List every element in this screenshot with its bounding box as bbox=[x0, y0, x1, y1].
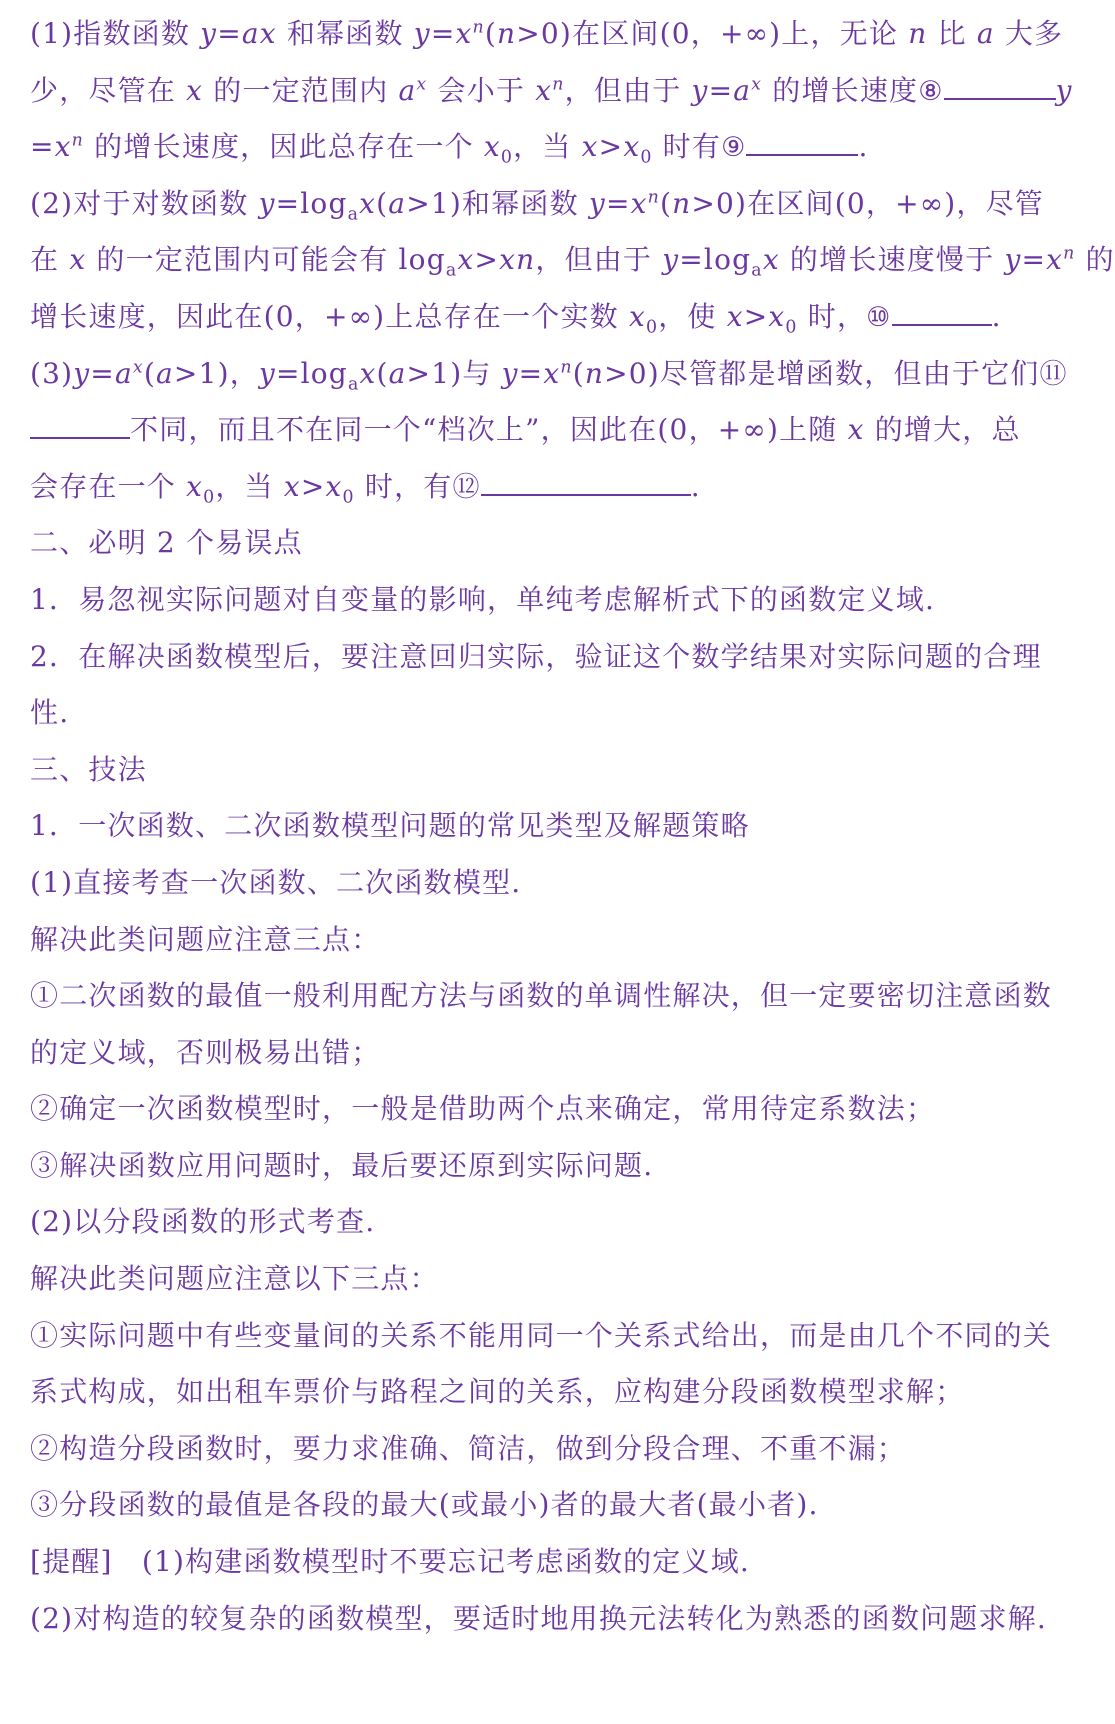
text-segment: ①二次函数的最值一般利用配方法与函数的单调性解决，但一定要密切注意函数 bbox=[30, 979, 1053, 1013]
text-segment: a bbox=[751, 260, 763, 281]
answer-blank bbox=[892, 298, 992, 326]
text-segment: x bbox=[483, 130, 501, 164]
answer-blank bbox=[30, 411, 130, 439]
text-segment: ( bbox=[376, 356, 389, 390]
text-segment: x bbox=[726, 299, 744, 333]
text-segment: [提醒] (1)构建函数模型时不要忘记考虑函数的定义域. bbox=[30, 1545, 751, 1579]
text-segment: x bbox=[623, 130, 641, 164]
text-segment: 少，尽管在 bbox=[30, 73, 187, 107]
text-segment: 和幂函数 bbox=[276, 17, 414, 50]
text-line bbox=[30, 855, 1050, 912]
text-line bbox=[30, 459, 1050, 516]
text-line bbox=[30, 1308, 1053, 1365]
text-segment: y bbox=[1004, 243, 1022, 277]
text-segment: 0 bbox=[203, 487, 216, 508]
text-segment: (2)以分段函数的形式考查. bbox=[30, 1205, 376, 1239]
text-segment: 的一定范围内可能会有 log bbox=[86, 243, 446, 277]
text-segment: x bbox=[325, 469, 343, 503]
text-segment: x bbox=[1046, 243, 1064, 277]
blank-number: ⑩ bbox=[866, 301, 892, 333]
text-segment: ③解决函数应用问题时，最后要还原到实际问题. bbox=[30, 1148, 654, 1182]
text-line bbox=[30, 685, 1050, 742]
text-segment: 大多 bbox=[994, 17, 1064, 50]
text-segment: ，当 bbox=[215, 469, 284, 503]
text-segment: y bbox=[413, 17, 431, 50]
text-segment: = bbox=[90, 356, 115, 390]
text-segment: 增长速度，因此在(0，+∞)上总存在一个实数 bbox=[30, 299, 629, 333]
text-line bbox=[30, 572, 1050, 629]
text-segment: 时，有 bbox=[354, 469, 453, 503]
text-segment: x bbox=[762, 243, 780, 277]
text-segment: n bbox=[908, 17, 928, 50]
text-segment: a bbox=[347, 374, 360, 395]
text-segment: y bbox=[691, 73, 709, 107]
blank-number: ⑪ bbox=[1039, 358, 1068, 390]
text-segment: =log bbox=[275, 356, 348, 390]
text-segment: ，使 bbox=[658, 299, 727, 333]
text-segment: ( bbox=[143, 356, 156, 390]
blank-number: ⑧ bbox=[918, 75, 944, 107]
text-line bbox=[30, 515, 1050, 572]
text-segment: 1．一次函数、二次函数模型问题的常见类型及解题策略 bbox=[30, 809, 750, 843]
text-segment: > bbox=[743, 299, 769, 333]
text-segment: x bbox=[543, 356, 561, 390]
text-segment: >1)和幂函数 bbox=[406, 186, 589, 220]
text-segment: 时， bbox=[797, 299, 867, 333]
text-segment: 的增长速度，因此总存在一个 bbox=[84, 130, 484, 164]
answer-blank bbox=[746, 128, 858, 156]
text-segment: 在 bbox=[30, 243, 70, 277]
text-segment: x bbox=[847, 413, 865, 447]
text-line bbox=[30, 1534, 1050, 1591]
text-segment: x bbox=[132, 357, 144, 378]
blank-number: ⑨ bbox=[721, 132, 747, 164]
text-segment: n bbox=[584, 356, 605, 390]
text-line bbox=[30, 742, 1050, 799]
text-segment: x bbox=[416, 74, 428, 95]
text-segment: x bbox=[455, 17, 473, 50]
text-segment: >1)与 bbox=[406, 356, 502, 390]
text-line bbox=[30, 629, 1050, 686]
text-segment: n bbox=[672, 186, 692, 220]
text-segment: (1)直接考查一次函数、二次函数模型. bbox=[30, 865, 522, 899]
text-segment: (1)指数函数 bbox=[30, 17, 201, 50]
text-segment: > bbox=[474, 243, 500, 277]
text-line bbox=[30, 6, 1064, 63]
text-line bbox=[30, 1591, 1050, 1648]
text-segment: ，当 bbox=[513, 130, 582, 164]
text-segment: = bbox=[518, 356, 544, 390]
text-segment: x bbox=[457, 243, 475, 277]
text-segment: x bbox=[535, 73, 553, 107]
text-line bbox=[30, 119, 1050, 176]
text-segment: 0 bbox=[342, 487, 355, 508]
text-segment: x bbox=[359, 186, 377, 220]
text-segment: > bbox=[300, 469, 326, 503]
text-segment: n bbox=[472, 17, 485, 38]
text-segment: 的一定范围内 bbox=[203, 73, 399, 107]
text-segment: a bbox=[114, 356, 133, 390]
text-segment: n bbox=[1063, 244, 1076, 265]
text-segment: ( bbox=[572, 356, 585, 390]
text-segment: = bbox=[30, 130, 55, 164]
text-segment: >0)在区间(0，+∞)，尽管 bbox=[691, 186, 1045, 220]
answer-blank bbox=[481, 468, 691, 496]
text-segment: ( bbox=[660, 186, 673, 220]
text-line bbox=[30, 346, 1068, 403]
text-segment: y bbox=[73, 356, 91, 390]
text-segment: >0)在区间(0，+∞)上，无论 bbox=[516, 17, 909, 50]
text-line bbox=[30, 176, 1050, 233]
text-segment: = bbox=[430, 17, 456, 50]
text-segment: ( bbox=[376, 186, 389, 220]
text-segment: (2)对构造的较复杂的函数模型，要适时地用换元法转化为熟悉的函数问题求解. bbox=[30, 1601, 1047, 1635]
text-segment: n bbox=[560, 357, 573, 378]
text-segment: a bbox=[156, 356, 174, 390]
text-segment: ②构造分段函数时，要力求准确、简洁，做到分段合理、不重不漏； bbox=[30, 1431, 907, 1465]
text-segment: 0 bbox=[500, 147, 514, 168]
text-segment: x bbox=[628, 299, 646, 333]
text-segment: a bbox=[347, 204, 360, 225]
document-page bbox=[30, 6, 1115, 1647]
text-segment: = bbox=[217, 17, 242, 50]
text-segment: n bbox=[552, 74, 565, 95]
text-line bbox=[30, 798, 1050, 855]
text-segment: 2．在解决函数模型后，要注意回归实际，验证这个数学结果对实际问题的合理 bbox=[30, 639, 1042, 673]
text-segment: 的增长速度慢于 bbox=[779, 243, 1005, 277]
text-segment: y bbox=[662, 243, 680, 277]
text-segment: 1．易忽视实际问题对自变量的影响，单纯考虑解析式下的函数定义域. bbox=[30, 582, 936, 616]
text-segment: ，但由于 bbox=[564, 73, 692, 107]
text-segment: y bbox=[1055, 73, 1073, 107]
text-segment: 时有 bbox=[652, 130, 722, 164]
text-segment: xn bbox=[499, 243, 536, 277]
text-segment: 的增长速度 bbox=[762, 73, 919, 107]
text-segment: 比 bbox=[927, 17, 977, 50]
text-segment: 0 bbox=[640, 147, 653, 168]
text-segment: = bbox=[708, 73, 734, 107]
text-segment: y bbox=[258, 356, 276, 390]
text-segment: (2)对于对数函数 bbox=[30, 186, 259, 220]
text-segment: x bbox=[751, 74, 763, 95]
text-segment: n bbox=[71, 130, 85, 151]
text-line bbox=[30, 402, 1050, 459]
text-segment: n bbox=[497, 17, 517, 50]
text-line bbox=[30, 232, 1115, 289]
text-segment: 解决此类问题应注意三点： bbox=[30, 922, 381, 956]
text-segment: ③分段函数的最值是各段的最大(或最小)者的最大者(最小者). bbox=[30, 1488, 819, 1522]
text-segment: y bbox=[258, 186, 276, 220]
text-segment: a bbox=[733, 73, 752, 107]
text-segment: >1)， bbox=[173, 356, 259, 390]
text-segment: ①实际问题中有些变量间的关系不能用同一个关系式给出，而是由几个不同的关 bbox=[30, 1318, 1053, 1352]
text-segment: y bbox=[501, 356, 519, 390]
text-line bbox=[30, 1194, 1050, 1251]
text-segment: = bbox=[1021, 243, 1047, 277]
text-line bbox=[30, 63, 1073, 120]
text-line bbox=[30, 1025, 1050, 1082]
text-segment: x bbox=[186, 73, 204, 107]
text-segment: x bbox=[630, 186, 648, 220]
text-segment: a bbox=[388, 356, 407, 390]
text-segment: x bbox=[54, 130, 72, 164]
text-line bbox=[30, 1251, 1050, 1308]
text-segment: x bbox=[283, 469, 301, 503]
text-segment: = bbox=[605, 186, 631, 220]
text-segment: a bbox=[445, 260, 458, 281]
text-segment: 二、必明 2 个易误点 bbox=[30, 526, 303, 560]
text-segment: x bbox=[768, 299, 786, 333]
text-segment: 会小于 bbox=[427, 73, 536, 107]
text-line bbox=[30, 1421, 1050, 1478]
text-segment: 会存在一个 bbox=[30, 469, 187, 503]
text-segment: 0 bbox=[645, 317, 659, 338]
text-segment: ②确定一次函数模型时，一般是借助两个点来确定，常用待定系数法； bbox=[30, 1092, 936, 1126]
text-line bbox=[30, 1364, 1050, 1421]
text-line bbox=[30, 1477, 1050, 1534]
text-segment: 不同，而且不在同一个“档次上”，因此在(0，+∞)上随 bbox=[130, 413, 848, 447]
text-segment: ，但由于 bbox=[535, 243, 663, 277]
text-segment: y bbox=[588, 186, 606, 220]
text-line bbox=[30, 1081, 1050, 1138]
text-segment: x bbox=[581, 130, 599, 164]
text-segment: >0)尽管都是增函数，但由于它们 bbox=[604, 356, 1040, 390]
blank-number: ⑫ bbox=[452, 471, 481, 503]
text-segment: a bbox=[398, 73, 417, 107]
text-line bbox=[30, 1138, 1050, 1195]
text-segment: =log bbox=[275, 186, 348, 220]
text-segment: x bbox=[186, 469, 204, 503]
text-line bbox=[30, 289, 1050, 346]
text-segment: 系式构成，如出租车票价与路程之间的关系，应构建分段函数模型求解； bbox=[30, 1375, 965, 1409]
text-segment: (3) bbox=[30, 356, 74, 390]
text-segment: x bbox=[359, 356, 377, 390]
text-segment: . bbox=[991, 299, 1002, 333]
text-segment: . bbox=[690, 469, 701, 503]
text-segment: x bbox=[69, 243, 87, 277]
text-segment: 0 bbox=[785, 317, 798, 338]
text-segment: ax bbox=[241, 17, 277, 50]
text-segment: 解决此类问题应注意以下三点： bbox=[30, 1262, 439, 1296]
text-segment: y bbox=[200, 17, 218, 50]
text-segment: a bbox=[388, 186, 407, 220]
text-segment: 的增大，总 bbox=[864, 413, 1021, 447]
text-segment: 的定义域，否则极易出错； bbox=[30, 1035, 381, 1069]
answer-blank bbox=[944, 72, 1056, 100]
text-segment: . bbox=[858, 130, 869, 164]
text-line bbox=[30, 968, 1053, 1025]
text-line bbox=[30, 912, 1050, 969]
text-segment: 的 bbox=[1075, 243, 1115, 277]
text-segment: 三、技法 bbox=[30, 752, 147, 786]
text-segment: n bbox=[647, 187, 660, 208]
text-segment: =log bbox=[679, 243, 752, 277]
text-segment: ( bbox=[484, 17, 497, 50]
text-segment: 性. bbox=[30, 696, 70, 730]
text-segment: > bbox=[598, 130, 624, 164]
text-segment: a bbox=[976, 17, 995, 50]
